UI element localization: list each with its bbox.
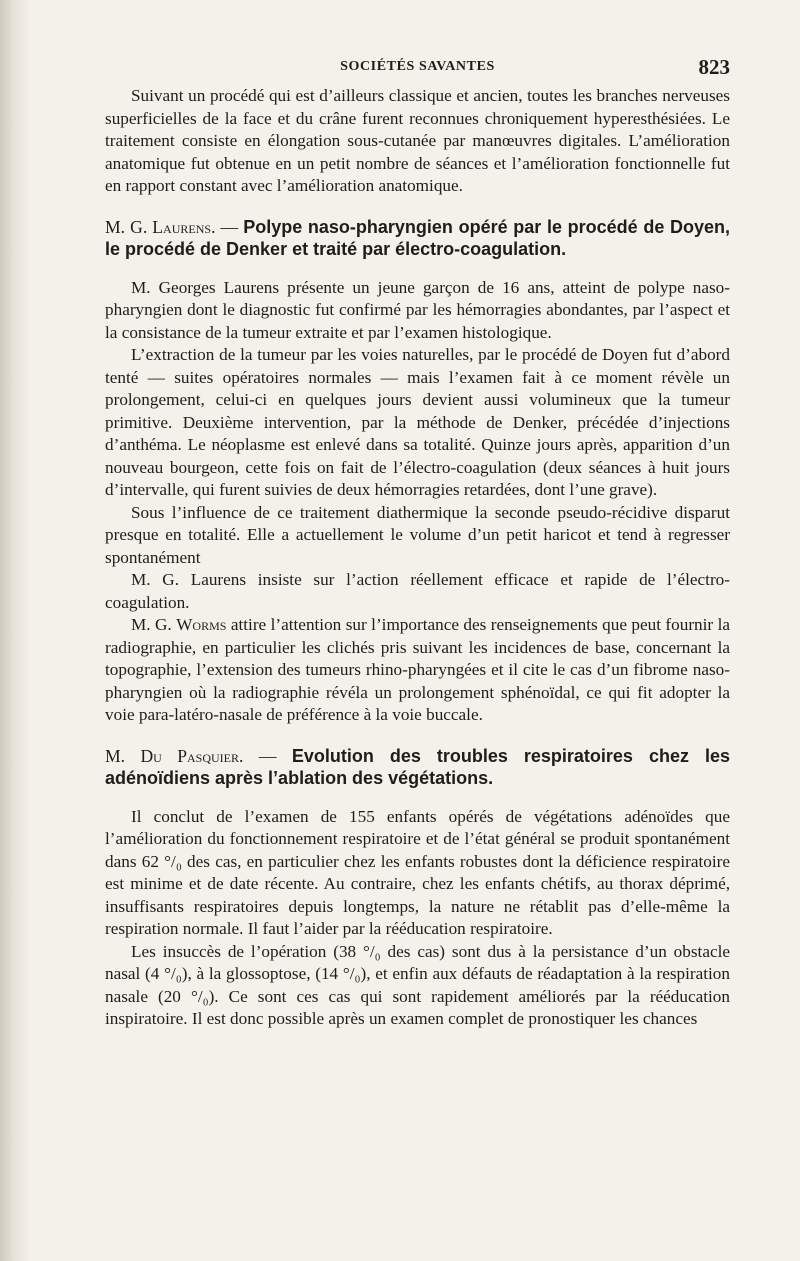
page: [105, 55, 730, 1031]
heading-separator: . —: [239, 745, 277, 766]
paragraph: Il conclut de l’examen de 155 enfants opérés de végétations adénoïdes que l’amélioration du fonctionnement respiratoire et de l’état général se produit spontanément dans 62 °/₀ des cas, en particulier chez les enfants robustes dont la déficience respiratoire est minime et de date récente. Au contraire, chez les enfants chétifs, au thorax déprimé, insuffisants respiratoires depuis longtemps, la nature ne rétablit pas d’elle-même la respiration normale. Il faut l’aider par la rééducation respiratoire.: [105, 806, 730, 938]
worms-text: attire l’attention sur l’importance des renseignements que peut fournir la radiographie, en particulier les clichés pris suivant les incidences de base, concernant la topographie, l’extension des tumeurs rhino-pharyngées et il cite le cas d’un fibrome naso-pharyngien où la radiographie révéla un prolongement sphénoïdal, ce qui fit adopter la voie para-latéro-nasale de préférence à la voie buccale.: [105, 615, 730, 724]
author-prefix: M. G.: [105, 216, 148, 237]
author-prefix: M. G.: [131, 615, 172, 634]
section-heading-laurens: [105, 216, 730, 261]
page-header: [105, 55, 730, 85]
author-name: Du Pasquier: [140, 745, 240, 766]
paragraph: L’extraction de la tumeur par les voies naturelles, par le procédé de Doyen fut d’abord tenté — suites opératoires normales — mais l’examen fait à ce moment révèle un prolongement, celui-ci en quelques jours devient aussi volumineux que la tumeur primitive. Deuxième intervention, par la méthode de Denker, précédée d’injections d’anthéma. Le néoplasme est enlevé dans sa totalité. Quinze jours après, apparition d’un nouveau bourgeon, cette fois on fait de l’électro-coagulation (deux séances à huit jours d’intervalle, qui furent suivies de deux hémorragies retardées, dont l’une grave).: [105, 345, 730, 499]
section-title: Polype naso-pharyngien opéré par le procédé de Doyen, le procédé de Denker et traité par électro-coagulation.: [105, 216, 731, 259]
heading-separator: . —: [211, 216, 239, 237]
binding-edge: [0, 0, 30, 1261]
section-heading-du-pasquier: [105, 745, 730, 790]
intro-paragraph: Suivant un procédé qui est d’ailleurs classique et ancien, toutes les branches nerveuses superficielles de la face et du crâne furent reconnues chroniquement hyperesthésiées. Le traitement consiste en élongation sous-cutanée par manœuvres digitales. L’amélioration anatomique fut obtenue en un petit nombre de séances et l’amélioration fonctionnelle fut en rapport constant avec l’amélioration anatomique.: [105, 86, 730, 195]
paragraph: Les insuccès de l’opération (38 °/₀ des cas) sont dus à la persistance d’un obstacle nasal (4 °/₀), à la glossoptose, (14 °/₀), et enfin aux défauts de réadaptation à la respiration nasale (20 °/₀). Ce sont ces cas qui sont rapidement améliorés par la rééducation inspiratoire. Il est donc possible après un examen complet de pronostiquer les chances: [105, 941, 730, 1028]
worms-paragraph: [105, 614, 730, 727]
running-title: SOCIÉTÉS SAVANTES: [340, 59, 495, 74]
paragraph: M. G. Laurens insiste sur l’action réellement efficace et rapide de l’électro-coagulation.: [105, 570, 730, 612]
page-number: 823: [698, 55, 730, 79]
section-title: Evolution des troubles respiratoires chez les adénoïdiens après l’ablation des végétations.: [105, 745, 730, 788]
author-name: Worms: [176, 615, 227, 634]
paragraph: Sous l’influence de ce traitement diathermique la seconde pseudo-récidive disparut presque en totalité. Elle a actuellement le volume d’un petit haricot et tend à regresser spontanément: [105, 502, 730, 567]
author-name: Laurens: [152, 216, 212, 237]
author-prefix: M.: [105, 745, 126, 766]
paragraph: M. Georges Laurens présente un jeune garçon de 16 ans, atteint de polype naso-pharyngien dont le diagnostic fut confirmé par les hémorragies abondantes, par l’aspect et la consistance de la tumeur extraite et par l’examen histologique.: [105, 277, 730, 342]
